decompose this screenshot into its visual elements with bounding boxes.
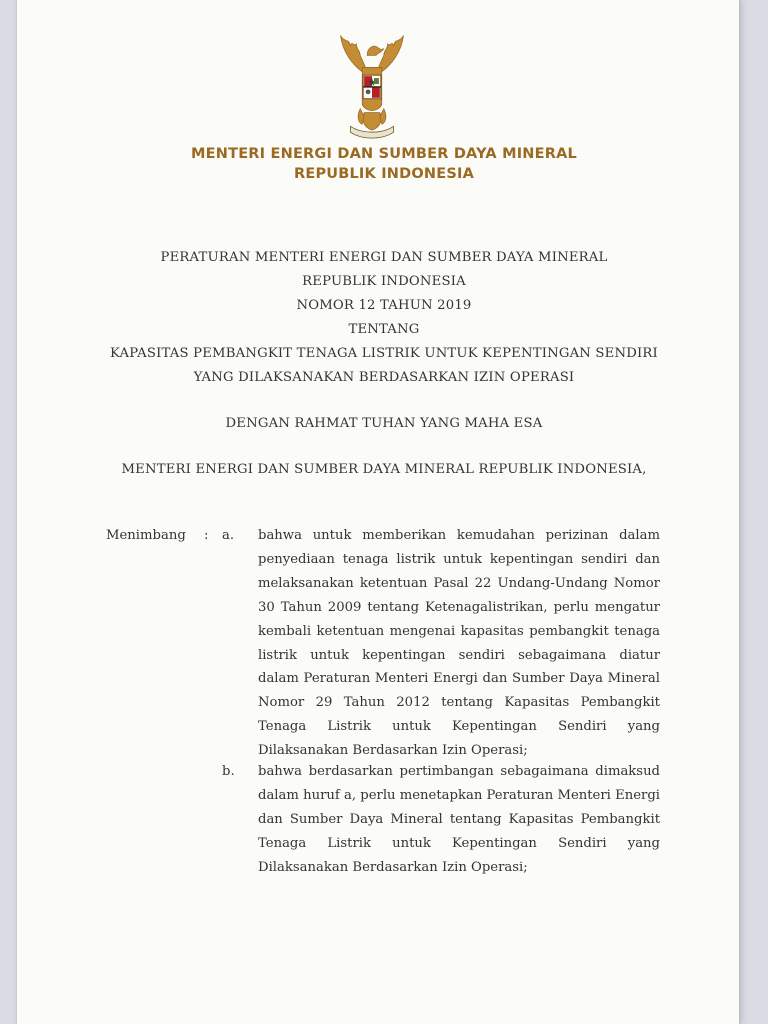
regulation-title-line-2: REPUBLIK INDONESIA <box>302 274 466 289</box>
regulation-about: TENTANG <box>348 322 420 337</box>
considering-colon: : <box>204 528 209 543</box>
regulation-subject-line-1: KAPASITAS PEMBANGKIT TENAGA LISTRIK UNTUK KEPENTINGAN SENDIRI <box>110 346 658 361</box>
garuda-emblem <box>313 26 431 144</box>
regulation-title-line-1: PERATURAN MENTERI ENERGI DAN SUMBER DAYA MINERAL <box>160 250 608 265</box>
considering-item-text-b: bahwa berdasarkan pertimbangan sebagaimana dimaksud dalam huruf a, perlu menetapkan Peraturan Menteri Energi dan Sumber Daya Mineral tentang Kapasitas Pembangkit Tenaga Listrik untuk Kepentingan Sendiri yang Dilaksanakan Berdasarkan Izin Operasi; <box>258 764 660 875</box>
considering-item-letter-b: b. <box>222 764 235 779</box>
issuer: MENTERI ENERGI DAN SUMBER DAYA MINERAL REPUBLIK INDONESIA, <box>121 462 647 477</box>
regulation-number: NOMOR 12 TAHUN 2019 <box>296 298 472 313</box>
considering-item-text-a: bahwa untuk memberikan kemudahan perizinan dalam penyediaan tenaga listrik untuk kepentingan sendiri dan melaksanakan ketentuan Pasal 22 Undang-Undang Nomor 30 Tahun 2009 tentang Ketenagalistrikan, perlu mengatur kembali ketentuan mengenai kapasitas pembangkit tenaga listrik untuk kepentingan sendiri sebagaimana diatur dalam Peraturan Menteri Energi dan Sumber Daya Mineral Nomor 29 Tahun 2012 tentang Kapasitas Pembangkit Tenaga Listrik untuk Kepentingan Sendiri yang Dilaksanakan Berdasarkan Izin Operasi; <box>258 528 660 759</box>
considering-label: Menimbang <box>106 528 186 543</box>
invocation: DENGAN RAHMAT TUHAN YANG MAHA ESA <box>225 416 543 431</box>
regulation-subject-line-2: YANG DILAKSANAKAN BERDASARKAN IZIN OPERASI <box>193 370 575 385</box>
ministry-name-line-2: REPUBLIK INDONESIA <box>293 166 475 182</box>
considering-item-letter-a: a. <box>222 528 235 543</box>
ministry-name-line-1: MENTERI ENERGI DAN SUMBER DAYA MINERAL <box>191 146 577 162</box>
